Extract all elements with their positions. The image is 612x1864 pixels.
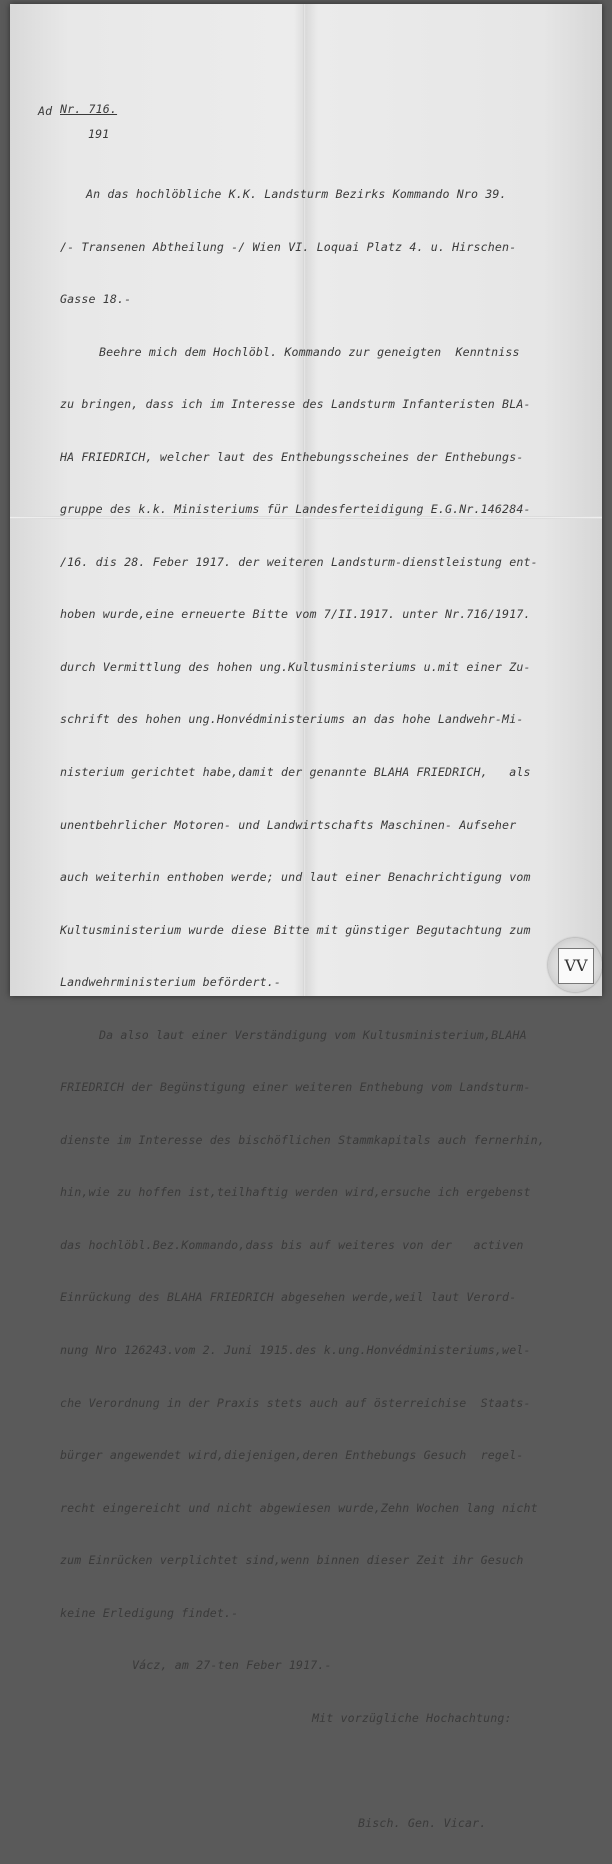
body-line: keine Erledigung findet.- [60, 1605, 239, 1620]
body-line: unentbehrlicher Motoren- und Landwirtschafts Maschinen- Aufseher [60, 817, 517, 832]
stamp-monogram: VV [558, 948, 594, 984]
address-line: /- Transenen Abtheilung -/ Wien VI. Loquai Platz 4. u. Hirschen- [60, 239, 517, 254]
body-line: Beehre mich dem Hochlöbl. Kommando zur geneigten Kenntniss [99, 344, 520, 359]
body-line: das hochlöbl.Bez.Kommando,dass bis auf weiteres von der activen [60, 1237, 524, 1252]
body-line: che Verordnung in der Praxis stets auch auf österreichise Staats- [60, 1395, 531, 1410]
body-line: zum Einrücken verplichtet sind,wenn binnen dieser Zeit ihr Gesuch [60, 1553, 524, 1568]
body-line: auch weiterhin enthoben werde; und laut einer Benachrichtigung vom [60, 870, 531, 885]
body-line: nisterium gerichtet habe,damit der genannte BLAHA FRIEDRICH, als [60, 765, 531, 780]
signature-line: Bisch. Gen. Vicar. [358, 1815, 487, 1830]
archive-stamp [548, 938, 602, 992]
body-line: Da also laut einer Verständigung vom Kultusministerium,BLAHA [99, 1027, 527, 1042]
date-line: Vácz, am 27-ten Feber 1917.- [132, 1658, 332, 1673]
body-line: schrift des hohen ung.Honvédministeriums an das hohe Landwehr-Mi- [60, 712, 524, 727]
closing-line: Mit vorzügliche Hochachtung: [312, 1710, 512, 1725]
body-line: nung Nro 126243.vom 2. Juni 1915.des k.ung.Honvédministeriums,wel- [60, 1343, 531, 1358]
body-line: HA FRIEDRICH, welcher laut des Enthebungsscheines der Enthebungs- [60, 449, 524, 464]
body-line: zu bringen, dass ich im Interesse des Landsturm Infanteristen BLA- [60, 397, 531, 412]
address-line: Gasse 18.- [60, 292, 132, 307]
body-line: FRIEDRICH der Begünstigung einer weiteren Enthebung vom Landsturm- [60, 1080, 531, 1095]
body-line: durch Vermittlung des hohen ung.Kultusministeriums u.mit einer Zu- [60, 659, 531, 674]
reference-prefix: Ad [38, 104, 53, 118]
reference-subnumber: 191 [88, 127, 110, 141]
body-line: hin,wie zu hoffen ist,teilhaftig werden wird,ersuche ich ergebenst [60, 1185, 531, 1200]
letter-sheet [10, 4, 602, 1830]
body-line: Einrückung des BLAHA FRIEDRICH abgesehen werde,weil laut Verord- [60, 1290, 517, 1305]
letter-body [60, 154, 545, 1864]
body-line: hoben wurde,eine erneuerte Bitte vom 7/II.1917. unter Nr.716/1917. [60, 607, 531, 622]
body-line: recht eingereicht und nicht abgewiesen wurde,Zehn Wochen lang nicht [60, 1500, 538, 1515]
body-line: /16. dis 28. Feber 1917. der weiteren Landsturm-dienstleistung ent- [60, 554, 538, 569]
reference-number: Nr. 716. [60, 102, 118, 116]
body-line: dienste im Interesse des bischöflichen Stammkapitals auch fernerhin, [60, 1132, 545, 1147]
body-line: gruppe des k.k. Ministeriums für Landesferteidigung E.G.Nr.146284- [60, 502, 531, 517]
body-line: bürger angewendet wird,diejenigen,deren Enthebungs Gesuch regel- [60, 1448, 524, 1463]
address-line: An das hochlöbliche K.K. Landsturm Bezirks Kommando Nro 39. [86, 187, 507, 201]
body-line: Kultusministerium wurde diese Bitte mit günstiger Begutachtung zum [60, 922, 531, 937]
body-line: Landwehrministerium befördert.- [60, 975, 282, 990]
blank-line [60, 1758, 545, 1783]
